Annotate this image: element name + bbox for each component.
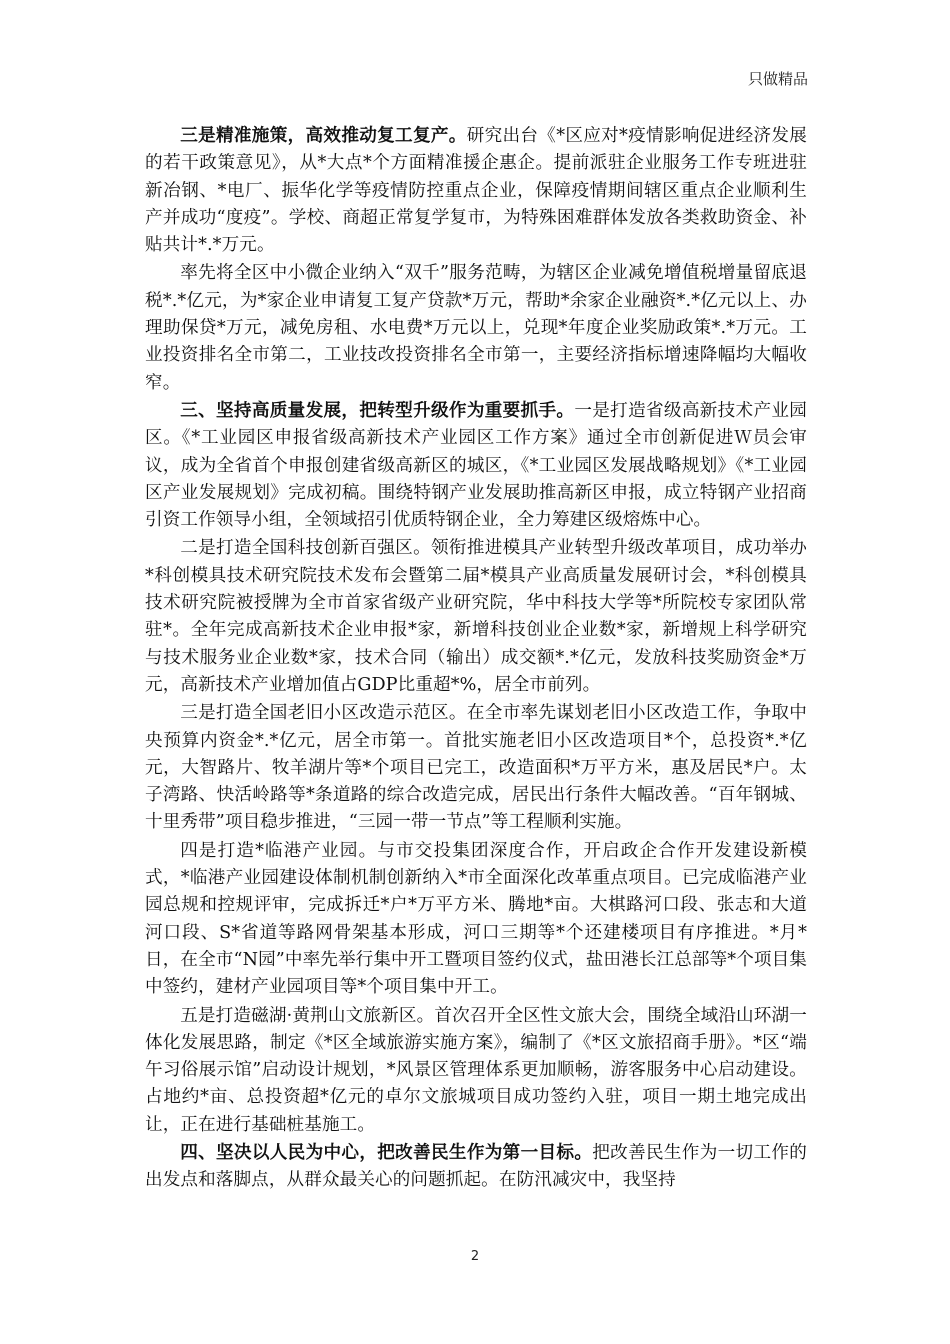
paragraph: [145, 397, 807, 534]
paragraph: [145, 1139, 807, 1195]
paragraph-text: 五是打造磁湖·黄荆山文旅新区。首次召开全区性文旅大会，围绕全域沿山环湖一体化发展思路，制定《*区全域旅游实施方案》，编制了《*区文旅招商手册》。*区“端午习俗展示馆”启动设计规划，*风景区管理体系更加顺畅，游客服务中心启动建设。占地约*亩、总投资超*亿元的卓尔文旅城项目成功签约入驻，项目一期土地完成出让，正在进行基础桩基施工。: [145, 1005, 807, 1135]
paragraph: [145, 699, 807, 836]
header-note: 只做精品: [747, 70, 808, 88]
paragraph-lead: 三、坚持高质量发展，把转型升级作为重要抓手。: [180, 399, 575, 421]
paragraph-text: 一是打造省级高新技术产业园区。《*工业园区申报省级高新技术产业园区工作方案》通过全市创新促进Ｗ员会审议，成为全省首个申报创建省级高新区的城区，《*工业园区发展战略规划》《*工业园区产业发展规划》完成初稿。围绕特钢产业发展助推高新区申报，成立特钢产业招商引资工作领导小组，全领域招引优质特钢企业，全力筹建区级熔炼中心。: [145, 400, 808, 531]
document-body: [145, 122, 807, 1195]
page-number: 2: [470, 1249, 480, 1264]
paragraph-text: 二是打造全国科技创新百强区。领衔推进模具产业转型升级改革项目，成功举办*科创模具技术研究院技术发布会暨第二届*模具产业高质量发展研讨会，*科创模具技术研究院被授牌为全市首家省级产业研究院，华中科技大学等*所院校专家团队常驻*。全年完成高新技术企业申报*家，新增科技创业企业数*家，新增规上科学研究与技术服务业企业数*家，技术合同（输出）成交额*.*亿元，发放科技奖励资金*万元，高新技术产业增加值占GDP比重超*%，居全市前列。: [145, 538, 807, 695]
paragraph-text: 把改善民生作为一切工作的出发点和落脚点，从群众最关心的问题抓起。在防汛减灾中，我坚持: [145, 1142, 807, 1191]
paragraph: [145, 259, 807, 396]
paragraph-text: 率先将全区中小微企业纳入“双千”服务范畴，为辖区企业减免增值税增量留底退税*.*亿元，为*家企业申请复工复产贷款*万元，帮助*余家企业融资*.*亿元以上、办理助保贷*万元，减免房租、水电费*万元以上，兑现*年度企业奖励政策*.*万元。工业投资排名全市第二，工业技改投资排名全市第一，主要经济指标增速降幅均大幅收窄。: [145, 263, 807, 393]
paragraph: [145, 1002, 807, 1139]
paragraph-lead: 四、坚决以人民为中心，把改善民生作为第一目标。: [180, 1141, 593, 1163]
paragraph: [145, 837, 807, 1002]
paragraph-text: 四是打造*临港产业园。与市交投集团深度合作，开启政企合作开发建设新模式，*临港产业园建设体制机制创新纳入*市全面深化改革重点项目。已完成临港产业园总规和控规评审，完成拆迁*户*万平方米、腾地*亩。大棋路河口段、张志和大道河口段、S*省道等路网骨架基本形成，河口三期等*个还建楼项目有序推进。*月*日，在全市“N园”中率先举行集中开工暨项目签约仪式，盐田港长江总部等*个项目集中签约，建材产业园项目等*个项目集中开工。: [145, 840, 807, 998]
paragraph-text: 三是打造全国老旧小区改造示范区。在全市率先谋划老旧小区改造工作，争取中央预算内资金*.*亿元，居全市第一。首批实施老旧小区改造项目*个，总投资*.*亿元，大智路片、牧羊湖片等*个项目已完工，改造面积*万平方米，惠及居民*户。太子湾路、快活岭路等*条道路的综合改造完成，居民出行条件大幅改善。“百年钢城、十里秀带”项目稳步推进，“三园一带一节点”等工程顺利实施。: [145, 703, 807, 833]
paragraph: [145, 122, 807, 259]
paragraph-lead: 三是精准施策，高效推动复工复产。: [180, 125, 467, 146]
paragraph-text: 研究出台《*区应对*疫情影响促进经济发展的若干政策意见》，从*大点*个方面精准援企惠企。提前派驻企业服务工作专班进驻新冶钢、*电厂、振华化学等疫情防控重点企业，保障疫情期间辖区重点企业顺利生产并成功“度疫”。学校、商超正常复学复市，为特殊困难群体发放各类救助资金、补贴共计*.*万元。: [145, 126, 807, 256]
paragraph: [145, 534, 807, 699]
